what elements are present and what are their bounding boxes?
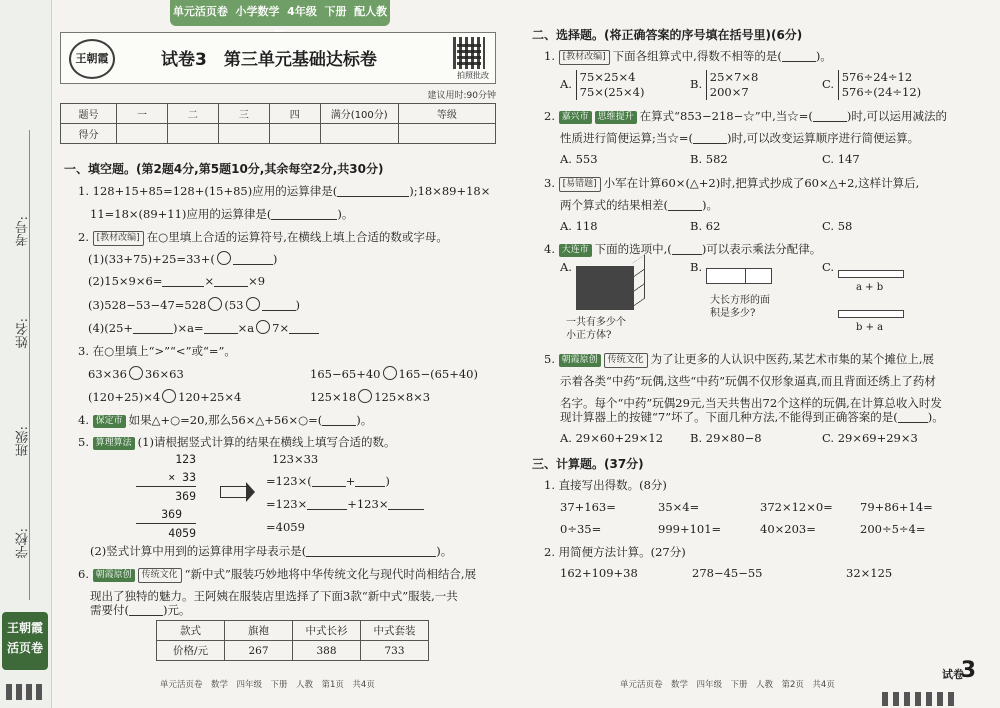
- score-cell[interactable]: [320, 124, 398, 144]
- operator-circle[interactable]: [208, 297, 222, 311]
- school-label: 学校:: [16, 528, 31, 559]
- s2-q1-option-a[interactable]: A. 75×25×4 75×(25×4): [560, 70, 645, 99]
- compare-circle[interactable]: [129, 366, 143, 380]
- s2-q1-option-b[interactable]: B. 25×7×8 200×7: [690, 70, 759, 99]
- score-cell[interactable]: [218, 124, 269, 144]
- compare-circle[interactable]: [358, 389, 372, 403]
- score-header-cell: 三: [218, 104, 269, 124]
- s2-q3-option-a[interactable]: A. 118: [560, 219, 598, 233]
- calc-item: 79+86+14=: [860, 500, 933, 514]
- score-header-cell: 四: [269, 104, 320, 124]
- fig-c-option[interactable]: C.: [822, 260, 835, 274]
- q3-b: 165−65+40 165−(65+40): [310, 367, 478, 381]
- score-cell[interactable]: [269, 124, 320, 144]
- calc-item: 162+109+38: [560, 566, 638, 580]
- vert-line: × 33: [168, 470, 196, 484]
- s2-q5-line3: 名字。每个“中药”玩偶29元,当天共售出72个这样的玩偶,在计算总收入时发: [560, 396, 942, 410]
- s2-q2-line2: 性质进行简便运算;当☆=( )时,可以改变运算顺序进行简便运算。: [560, 131, 920, 145]
- s2-q4: 4. 大连市 下面的选项中,( )可以表示乘法分配律。: [544, 242, 822, 256]
- vert-line: 123: [175, 452, 196, 466]
- section-1-title: 一、填空题。(第2题4分,第5题10分,其余每空2分,共30分): [64, 162, 384, 176]
- exam-number-label: 考号:: [16, 216, 31, 247]
- footer-right: 单元活页卷 数学 四年级 下册 人教 第2页 共4页: [620, 680, 835, 690]
- score-cell[interactable]: [167, 124, 218, 144]
- score-cell[interactable]: [117, 124, 168, 144]
- calc-item: 32×125: [846, 566, 893, 580]
- operator-circle[interactable]: [217, 251, 231, 265]
- q2-4: (4)(25+ )×a= ×a 7×: [88, 320, 319, 335]
- s2-q3-option-c[interactable]: C. 58: [822, 219, 853, 233]
- fig-c-top-label: a + b: [856, 282, 884, 293]
- score-row-label: 得分: [61, 124, 117, 144]
- page-marks: [877, 692, 954, 708]
- s2-q3-line2: 两个算式的结果相差( )。: [560, 198, 718, 212]
- paper-title: 试卷3 第三单元基础达标卷: [161, 50, 377, 70]
- vertical-calculation: [136, 450, 196, 542]
- footer-left: 单元活页卷 数学 四年级 下册 人教 第1页 共4页: [160, 680, 375, 690]
- s2-q5-line1: 5. 朝霞原创 传统文化 为了让更多的人认识中医药,某艺术市集的某个摊位上,展: [544, 352, 934, 366]
- binding-marks: [6, 684, 46, 703]
- series-logo: 王朝霞 活页卷: [2, 612, 48, 670]
- calc-item: 0÷35=: [560, 522, 602, 536]
- price-cell: 价格/元: [157, 641, 225, 661]
- corner-number: 3: [960, 658, 976, 683]
- price-cell: 388: [293, 641, 361, 661]
- compare-circle[interactable]: [162, 389, 176, 403]
- q3-c: (120+25)×4 120+25×4: [88, 390, 242, 404]
- price-table: [156, 620, 429, 661]
- fig-c-bar-bottom: [838, 310, 904, 318]
- s2-q5-line2: 示着各类“中药”玩偶,这些“中药”玩偶不仅形象逼真,而且背面还绣上了药材: [560, 374, 936, 388]
- fig-a-option[interactable]: A.: [560, 260, 572, 274]
- calc-item: 200÷5÷4=: [860, 522, 926, 536]
- vert-line: 369: [161, 507, 182, 521]
- s2-q5-option-b[interactable]: B. 29×80−8: [690, 431, 762, 445]
- s2-q1-option-c[interactable]: C. 576÷24÷12 576÷(24÷12): [822, 70, 922, 99]
- operator-circle[interactable]: [246, 297, 260, 311]
- score-header-cell: 等级: [398, 104, 495, 124]
- vert-line: 4059: [136, 523, 196, 542]
- fig-a-cube: [576, 266, 634, 310]
- title-box: [60, 32, 496, 84]
- score-header-cell: 一: [117, 104, 168, 124]
- q5-2: (2)竖式计算中用到的运算律用字母表示是( )。: [90, 544, 453, 558]
- q2-2: (2)15×9×6= × ×9: [88, 274, 266, 288]
- q4: 4. 保定市 如果△+○=20,那么56×△+56×○=( )。: [78, 413, 373, 427]
- score-cell[interactable]: [398, 124, 495, 144]
- q2-prompt: 2. [教材改编] 在○里填上合适的运算符号,在横线上填上合适的数或字母。: [78, 230, 448, 244]
- q3-prompt: 3. 在○里填上“>”“<”或“=”。: [78, 344, 236, 358]
- right-arrow-icon: [220, 486, 246, 498]
- fig-b-option[interactable]: B.: [690, 260, 703, 274]
- q3-d: 125×18 125×8×3: [310, 390, 431, 404]
- price-cell: 267: [225, 641, 293, 661]
- qr-caption: 拍照批改: [457, 71, 489, 80]
- s3-q2: 2. 用简便方法计算。(27分): [544, 545, 686, 559]
- time-note: 建议用时:90分钟: [427, 91, 496, 101]
- section-3-title: 三、计算题。(37分): [532, 457, 644, 471]
- corner-label: 试卷: [942, 668, 964, 681]
- score-header-cell: 满分(100分): [320, 104, 398, 124]
- calc-item: 37+163=: [560, 500, 616, 514]
- s2-q2-option-b[interactable]: B. 582: [690, 152, 728, 166]
- vert-line: 369: [136, 486, 196, 505]
- score-header-cell: 二: [167, 104, 218, 124]
- calc-item: 278−45−55: [692, 566, 763, 580]
- s2-q5-line4: 现计算器上的按键“7”坏了。下面几种方法,不能得到正确答案的是( )。: [560, 410, 944, 424]
- operator-circle[interactable]: [256, 320, 270, 334]
- q6-line1: 6. 朝霞原创 传统文化 “新中式”服装巧妙地将中华传统文化与现代时尚相结合,展: [78, 567, 477, 581]
- s2-q2-option-a[interactable]: A. 553: [560, 152, 598, 166]
- s2-q1: 1. [教材改编] 下面各组算式中,得数不相等的是( )。: [544, 49, 832, 63]
- expand-3: =123× +123×: [266, 497, 424, 511]
- q2-1: (1)(33+75)+25=33+( ): [88, 252, 278, 266]
- calc-item: 372×12×0=: [760, 500, 833, 514]
- s2-q5-option-a[interactable]: A. 29×60+29×12: [560, 431, 664, 445]
- brand-logo: 王朝霞: [69, 39, 115, 79]
- q3-a: 63×36 36×63: [88, 367, 184, 381]
- q1-line1: 1. 128+15+85=128+(15+85)应用的运算律是( );18×89+18×: [78, 184, 491, 198]
- section-2-title: 二、选择题。(将正确答案的序号填在括号里)(6分): [532, 28, 803, 42]
- calc-item: 35×4=: [658, 500, 700, 514]
- price-header-cell: 中式套装: [361, 621, 429, 641]
- price-header-cell: 中式长衫: [293, 621, 361, 641]
- q1-line2: 11=18×(89+11)应用的运算律是( )。: [90, 207, 354, 221]
- expand-2: =123×( + ): [266, 474, 390, 488]
- class-label: 班级:: [16, 426, 31, 457]
- name-label: 姓名:: [16, 318, 31, 349]
- s2-q2-option-c[interactable]: C. 147: [822, 152, 860, 166]
- s2-q3-line1: 3. [易错题] 小军在计算60×(△+2)时,把算式抄成了60×△+2,这样计算后,: [544, 176, 920, 190]
- fig-a-caption: 一共有多少个 小正方体?: [566, 317, 626, 341]
- expand-4: =4059: [266, 520, 305, 534]
- s2-q5-option-c[interactable]: C. 29×69+29×3: [822, 431, 918, 445]
- fig-b-rect: [706, 268, 772, 284]
- binding-strip: [0, 0, 52, 708]
- score-table: [60, 103, 496, 144]
- calc-item: 40×203=: [760, 522, 816, 536]
- calc-item: 999+101=: [658, 522, 722, 536]
- s3-q1: 1. 直接写出得数。(8分): [544, 478, 667, 492]
- price-header-cell: 旗袍: [225, 621, 293, 641]
- left-page: [60, 0, 500, 708]
- fig-c-bar-top: [838, 270, 904, 278]
- fig-b-caption: 大长方形的面 积是多少?: [710, 295, 770, 319]
- q2-3: (3)528−53−47=528 (53 ): [88, 298, 300, 312]
- fig-c-bottom-label: b + a: [856, 322, 884, 333]
- score-header-cell: 题号: [61, 104, 117, 124]
- header-bar: 单元活页卷 小学数学 4年级 下册 配人教: [170, 0, 390, 26]
- s2-q2-line1: 2. 嘉兴市 思维提升 在算式“853−218−☆”中,当☆=( )时,可以运用减法的: [544, 109, 948, 123]
- expand-1: 123×33: [272, 452, 319, 466]
- qr-code[interactable]: [453, 37, 485, 69]
- s2-q3-option-b[interactable]: B. 62: [690, 219, 721, 233]
- q6-line3: 需要付( )元。: [90, 603, 191, 617]
- price-cell: 733: [361, 641, 429, 661]
- right-page: [530, 0, 990, 708]
- compare-circle[interactable]: [383, 366, 397, 380]
- q6-line2: 现出了独特的魅力。王阿姨在服装店里选择了下面3款“新中式”服装,一共: [90, 589, 458, 603]
- q5-prompt: 5. 算理算法 (1)请根据竖式计算的结果在横线上填写合适的数。: [78, 435, 396, 449]
- price-header-cell: 款式: [157, 621, 225, 641]
